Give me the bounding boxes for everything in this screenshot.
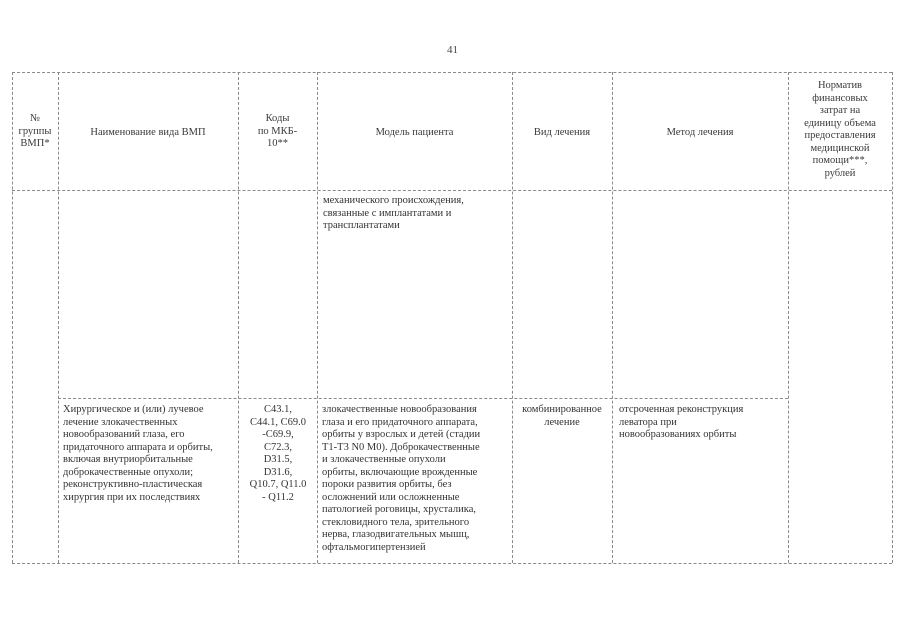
col-rule-1	[58, 72, 59, 563]
row2-patient-model: злокачественные новообразования глаза и его придаточного аппарата, орбиты у взрослых и детей (стадии T1-T3 N0 M0). Доброкачественные и злокачественные опухоли орбиты, включающие врожденные пороки развития орбиты, без осложнений или осложненные патологией роговицы, хрусталика, стекловидного тела, зрительного нерва, глазодвигательных мышц, офтальмогипертензией	[322, 404, 481, 553]
header-patient-model: Модель пациента	[375, 127, 454, 138]
col-rule-4	[512, 72, 513, 563]
header-vmp-name: Наименование вида ВМП	[90, 127, 206, 138]
row-divider-rule	[58, 398, 788, 399]
col-rule-3	[317, 72, 318, 563]
row2-treatment-type: комбинированное лечение	[522, 404, 602, 428]
row1-patient-model: механического происхождения, связанные с имплантатами и трансплантатами	[323, 195, 464, 231]
header-bottom-rule	[12, 190, 892, 191]
table-bottom-rule	[12, 563, 892, 564]
header-treatment-method: Метод лечения	[666, 127, 734, 138]
header-group-number: № группы ВМП*	[18, 113, 52, 149]
header-cost-norm: Норматив финансовых затрат на единицу объема предоставления медицинской помощи***, рублей	[804, 80, 876, 179]
table-top-rule	[12, 72, 892, 73]
row2-treatment-method: отсроченная реконструкция леватора при новообразованиях орбиты	[619, 404, 744, 440]
col-rule-5	[612, 72, 613, 563]
header-treatment-type: Вид лечения	[533, 127, 591, 138]
row2-vmp-name: Хирургическое и (или) лучевое лечение злокачественных новообразований глаза, его придаточного аппарата и орбиты, включая внутриорбитальные доброкачественные опухоли; реконструктивно-пластическая хирургия при их последствиях	[63, 404, 213, 503]
row2-icd-codes: C43.1, C44.1, C69.0 -C69.9, C72.3, D31.5, D31.6, Q10.7, Q11.0 - Q11.2	[249, 404, 307, 503]
col-rule-7	[892, 72, 893, 563]
page-number: 41	[447, 44, 458, 56]
header-icd-codes: Коды по МКБ- 10**	[257, 113, 298, 149]
